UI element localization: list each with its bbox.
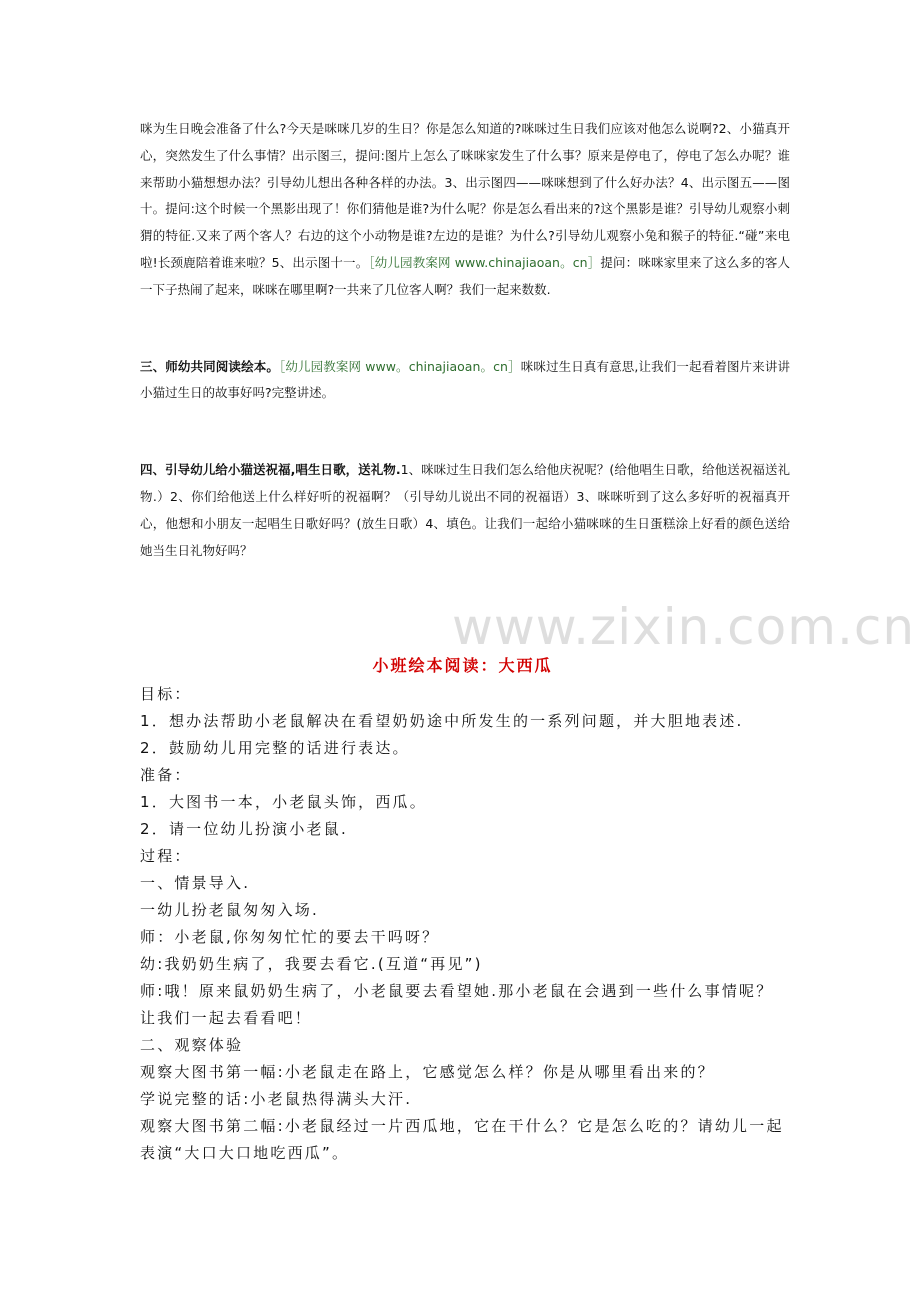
section-heading: 三、师幼共同阅读绘本。 [140,358,279,374]
text-line: 观察大图书第二幅:小老鼠经过一片西瓜地，它在干什么？它是怎么吃的？请幼儿一起表演“大口大口地吃西瓜”。 [140,1117,784,1162]
text-line: 学说完整的话:小老鼠热得满头大汗. [140,1090,413,1108]
paragraph-text: 咪为生日晚会准备了什么?今天是咪咪几岁的生日？你是怎么知道的?咪咪过生日我们应该对他怎么说啊?2、小猫真开心，突然发生了什么事情？出示图三，提问:图片上怎么了咪咪家发生了什么事？原来是停电了，停电了怎么办呢？谁来帮助小猫想想办法？引导幼儿想出各种各样的办法。3、出示图四——咪咪想到了什么好办法？4、出示图五——图十。提问:这个时候一个黑影出现了！你们猜他是谁?为什么呢？你是怎么看出来的?这个黑影是谁？引导幼儿观察小刺猬的特征.又来了两个客人？右边的这个小动物是谁?左边的是谁？为什么?引导幼儿观察小兔和猴子的特征.“碰”来电啦!长颈鹿陪着谁来啦？5、出示图十一。 [140,121,790,270]
lesson-plan-watermelon [140,652,785,1167]
lesson-title: 小班绘本阅读：大西瓜 [372,656,553,675]
paragraph-text: 1、咪咪过生日我们怎么给他庆祝呢？(给他唱生日歌，给他送祝福送礼物.）2、你们给他送上什么样好听的祝福啊？（引导幼儿说出不同的祝福语）3、咪咪听到了这么多好听的祝福真开心，他想和小朋友一起唱生日歌好吗？(放生日歌）4、填色。让我们一起给小猫咪咪的生日蛋糕涂上好看的颜色送给她当生日礼物好吗？ [140,462,790,558]
section-heading: 四、引导幼儿给小猫送祝福,唱生日歌，送礼物. [140,462,401,478]
paragraph-text: 咪咪过生日真有意思,让我们一起看着图片来讲讲小猫过生日的故事好吗?完整讲述。 [140,358,790,401]
text-line: 过程： [140,847,192,865]
paragraph-gap [140,407,790,457]
text-line: 2．鼓励幼儿用完整的话进行表达。 [140,739,410,757]
text-line: 师:哦！原来鼠奶奶生病了，小老鼠要去看望她.那小老鼠在会遇到一些什么事情呢？让我们一起去看看吧！ [140,982,774,1027]
text-line: 1．大图书一本，小老鼠头饰，西瓜。 [140,793,427,811]
source-link: ［幼儿园教案网 www。chinajiaoan。cn］ [278,358,521,374]
text-line: 一幼儿扮老鼠匆匆入场. [140,901,319,919]
watermark: www.zixin.com.cn [452,598,916,656]
paragraph-birthday-story [140,116,790,304]
text-line: 目标： [140,685,192,703]
text-line: 准备： [140,766,192,784]
text-line: 二、观察体验 [140,1036,244,1054]
text-line: 师：小老鼠,你匆匆忙忙的要去干吗呀？ [140,928,440,946]
lesson-plan-continued [140,116,790,564]
source-link: ［幼儿园教案网 www.chinajiaoan。cn］ [368,254,601,270]
paragraph-blessing [140,457,790,564]
paragraph-shared-reading [140,354,790,408]
text-line: 观察大图书第一幅:小老鼠走在路上，它感觉怎么样？你是从哪里看出来的？ [140,1063,715,1081]
text-line: 一、情景导入. [140,874,251,892]
text-line: 幼:我奶奶生病了，我要去看它.(互道“再见”) [140,955,483,973]
text-line: 2．请一位幼儿扮演小老鼠. [140,820,348,838]
text-line: 1．想办法帮助小老鼠解决在看望奶奶途中所发生的一系列问题，并大胆地表述. [140,712,744,730]
paragraph-gap [140,304,790,354]
paragraph-text: 提问：咪咪家里来了这么多的客人一下子热闹了起来，咪咪在哪里啊?一共来了几位客人啊？我们一起来数数. [140,254,790,297]
